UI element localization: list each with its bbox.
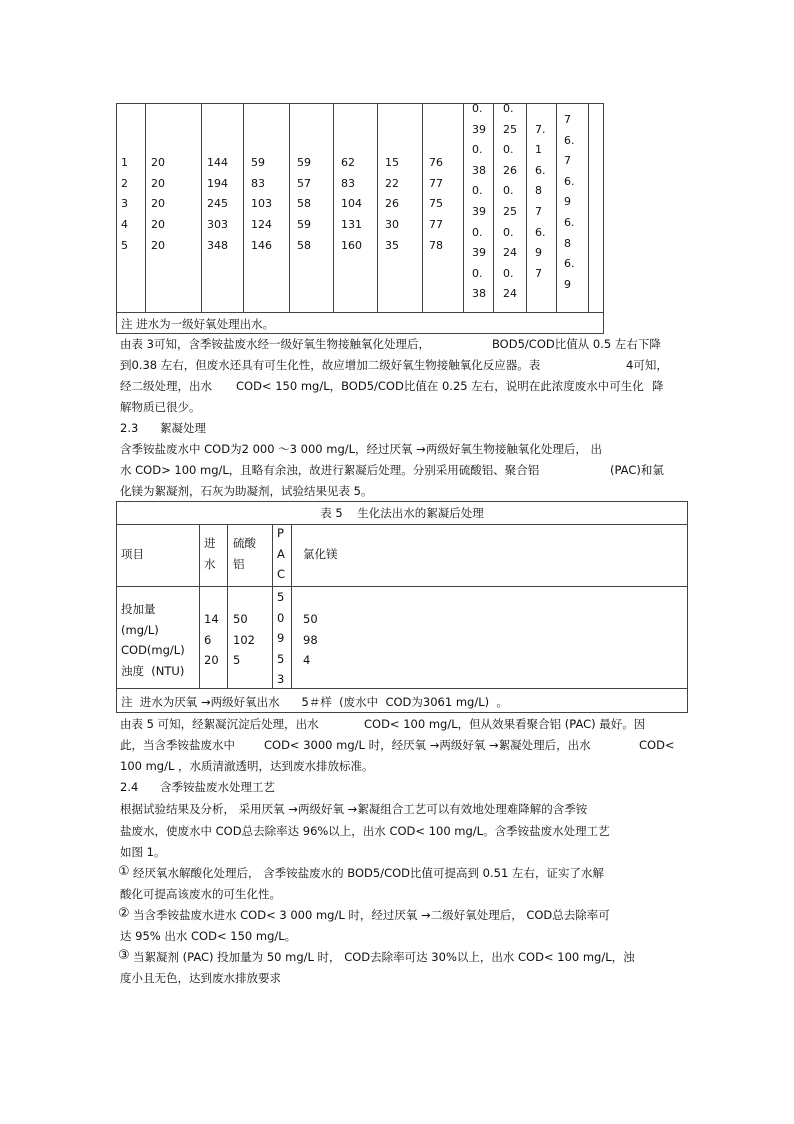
paragraph-line: 盐废水，使废水中 COD总去除率达 96%以上，出水 COD< 100 mg/L。含季铵盐废水处理工艺: [120, 824, 610, 838]
table-divider: [145, 104, 146, 312]
table-note: 注 进水为厌氧 →两级好氧出水 5＃样 (废水中 COD为3061 mg/L) 。: [121, 695, 508, 709]
table-5: [116, 501, 688, 713]
list-item: 经厌氧水解酸化处理后， 含季铵盐废水的 BOD5/COD比值可提高到 0.51 左右，证实了水解: [133, 866, 604, 880]
paragraph-line: 经二级处理，出水: [120, 379, 212, 393]
table-row-labels: 投加量 (mg/L) COD(mg/L) 浊度 (NTU): [121, 602, 185, 678]
table-cell: 59 57 58 59 58: [297, 156, 311, 252]
section-heading: 含季铵盐废水处理工艺: [160, 780, 275, 794]
table-divider: [272, 524, 273, 688]
paragraph-line: 由表 5 可知，经絮凝沉淀后处理，出水: [120, 717, 319, 731]
list-marker: ③: [118, 948, 130, 963]
list-item: 酸化可提高该废水的可生化性。: [120, 887, 281, 901]
table-cell: 144 194 245 303 348: [207, 156, 228, 252]
list-marker: ②: [118, 906, 130, 921]
paragraph-line: COD< 100 mg/L，但从效果看聚合铝 (PAC) 最好。因: [364, 717, 646, 731]
table-divider: [556, 104, 557, 312]
paragraph-line: 4可知，: [626, 358, 668, 372]
table-divider: [289, 104, 290, 312]
section-heading: 絮凝处理: [160, 421, 206, 435]
table-4-fragment: [116, 103, 604, 334]
paragraph-line: 水 COD> 100 mg/L，且略有余浊，故进行絮凝后处理。分别采用硫酸铝、聚合铝: [120, 463, 540, 477]
paragraph-line: 此，当含季铵盐废水中: [120, 738, 235, 752]
paragraph-line: 解物质已很少。: [120, 400, 201, 414]
table-cell: 20 20 20 20 20: [151, 156, 165, 252]
paragraph-line: 如图 1。: [120, 845, 166, 859]
table-caption: 表 5 生化法出水的絮凝后处理: [320, 506, 484, 520]
paragraph-line: 根据试验结果及分析， 采用厌氧 →两级好氧 →絮凝组合工艺可以有效地处理难降解的含季铵: [120, 802, 588, 816]
table-divider: [117, 524, 687, 525]
table-divider: [493, 104, 494, 312]
table-cell: 59 83 103 124 146: [251, 156, 272, 252]
table-divider: [243, 104, 244, 312]
table-divider: [463, 104, 464, 312]
table-divider: [422, 104, 423, 312]
table-divider: [526, 104, 527, 312]
table-cell: 5 0 9 5 3: [277, 590, 285, 686]
table-cell: 50 98 4: [303, 612, 318, 667]
table-divider: [333, 104, 334, 312]
list-item: 当絮凝剂 (PAC) 投加量为 50 mg/L 时， COD去除率可达 30%以上，出水 COD< 100 mg/L，浊: [133, 950, 635, 964]
table-divider: [199, 524, 200, 688]
table-cell: 7 6. 7 6. 9 6. 8 6. 9: [564, 113, 575, 291]
paragraph-line: BOD5/COD比值从 0.5 左右下降: [492, 337, 661, 351]
paragraph-line: COD< 150 mg/L，BOD5/COD比值在 0.25 左右，说明在此浓度废水中可生化: [236, 379, 644, 393]
table-divider: [201, 104, 202, 312]
table-cell: 14 6 20: [204, 612, 219, 667]
list-item: 达 95% 出水 COD< 150 mg/L。: [120, 929, 297, 943]
table-divider: [117, 586, 687, 587]
table-header-item: 项目: [121, 547, 144, 561]
list-item: 当含季铵盐废水进水 COD< 3 000 mg/L 时，经过厌氧 →二级好氧处理后， COD总去除率可: [133, 908, 610, 922]
paragraph-line: COD<: [639, 738, 675, 752]
table-divider: [227, 524, 228, 688]
table-cell: 50 102 5: [233, 612, 255, 667]
paragraph-line: 化镁为絮凝剂，石灰为助凝剂，试验结果见表 5。: [120, 484, 373, 498]
table-divider: [117, 688, 687, 689]
table-header-aluminum-sulfate: 硫酸 铝: [233, 536, 256, 571]
table-header-influent: 进 水: [204, 536, 216, 571]
list-marker: ①: [118, 864, 130, 879]
table-cell: 0. 25 0. 26 0. 25 0. 24 0. 24: [503, 102, 517, 301]
table-header-pac: P A C: [277, 526, 286, 581]
table-divider: [117, 312, 603, 313]
paragraph-line: 到0.38 左右，但废水还具有可生化性，故应增加二级好氧生物接触氧化反应器。表: [120, 358, 541, 372]
table-cell: 7. 1 6. 8 7 6. 9 7: [535, 122, 546, 280]
section-number: 2.3: [120, 421, 139, 435]
table-header-magnesium-chloride: 氯化镁: [303, 547, 338, 561]
section-number: 2.4: [120, 780, 139, 794]
table-divider: [377, 104, 378, 312]
paragraph-line: 含季铵盐废水中 COD为2 000 ～3 000 mg/L，经过厌氧 →两级好氧生物接触氧化处理后， 出: [120, 442, 602, 456]
table-cell: 0. 39 0. 38 0. 39 0. 39 0. 38: [472, 102, 486, 301]
paragraph-line: 100 mg/L ，水质清澈透明，达到废水排放标准。: [120, 759, 374, 773]
paragraph-line: 由表 3可知，含季铵盐废水经一级好氧生物接触氧化处理后，: [120, 337, 430, 351]
paragraph-line: 降: [652, 379, 664, 393]
list-item: 度小且无色，达到废水排放要求: [120, 971, 281, 985]
table-divider: [588, 104, 589, 312]
paragraph-line: COD< 3000 mg/L 时，经厌氧 →两级好氧 →絮凝处理后，出水: [264, 738, 591, 752]
table-divider: [291, 524, 292, 688]
paragraph-line: (PAC)和氯: [610, 463, 664, 477]
table-cell: 15 22 26 30 35: [385, 156, 399, 252]
table-cell: 1 2 3 4 5: [121, 156, 128, 252]
table-cell: 62 83 104 131 160: [341, 156, 362, 252]
table-cell: 76 77 75 77 78: [429, 156, 443, 252]
table-note: 注 进水为一级好氧处理出水。: [121, 317, 275, 331]
